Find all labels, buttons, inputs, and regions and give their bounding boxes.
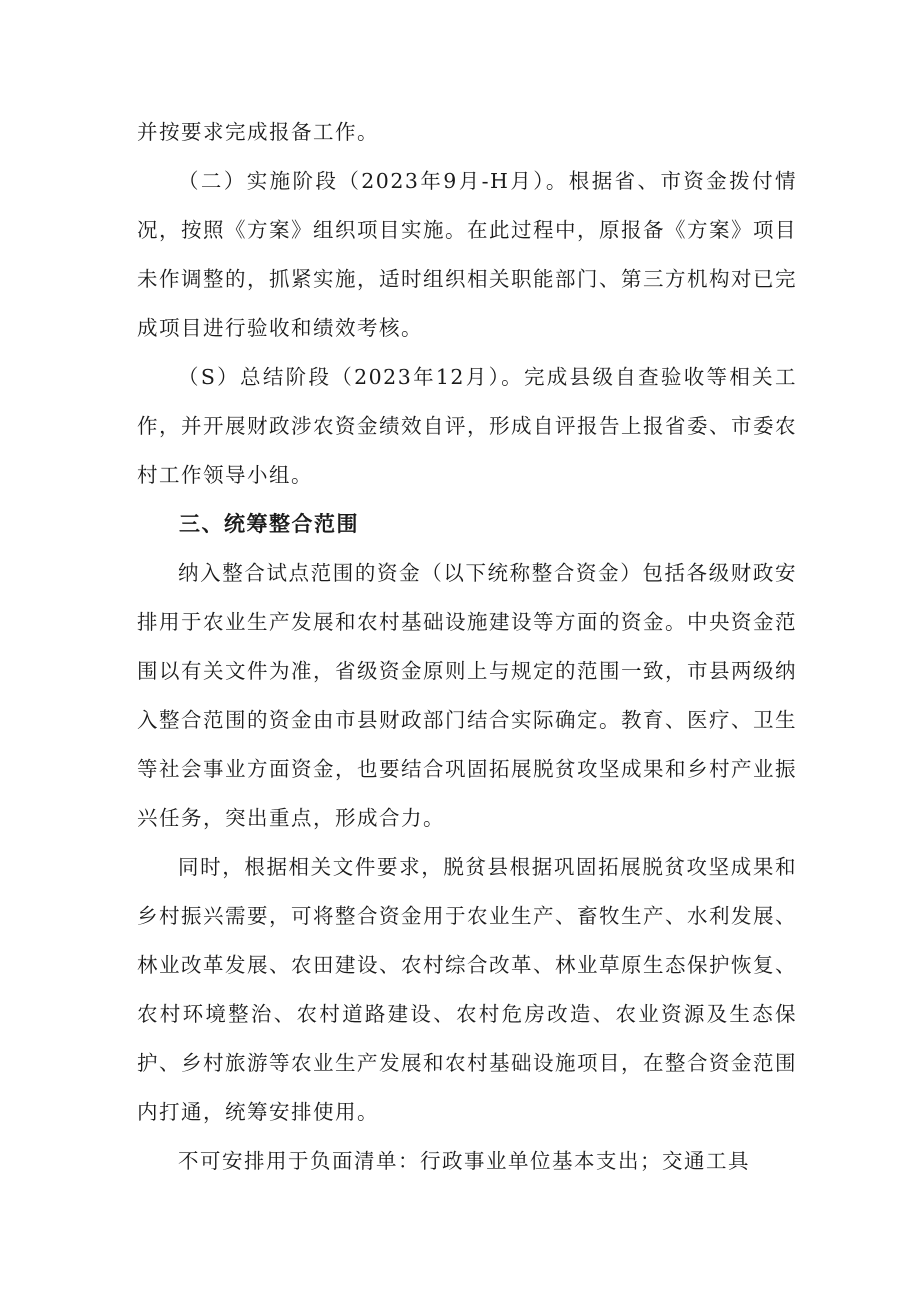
paragraph-negative-list: 不可安排用于负面清单：行政事业单位基本支出；交通工具 bbox=[178, 1149, 750, 1173]
paragraph-continuation: 并按要求完成报备工作。 bbox=[137, 120, 379, 144]
paragraph-integration-scope: 纳入整合试点范围的资金（以下统称整合资金）包括各级财政安排用于农业生产发展和农村基础设施建设等方面的资金。中央资金范围以有关文件为准，省级资金原则上与规定的范围一致，市县两级纳入整合范围的资金由市县财政部门结合实际确定。教育、医疗、卫生等社会事业方面资金，也要结合巩固拓展脱贫攻坚成果和乡村产业振兴任务，突出重点，形成合力。 bbox=[137, 561, 797, 830]
section-heading: 三、统筹整合范围 bbox=[179, 512, 359, 536]
paragraph-implementation-stage: （二）实施阶段（2023年9月-H月）。根据省、市资金拨付情况，按照《方案》组织项目实施。在此过程中，原报备《方案》项目未作调整的，抓紧实施，适时组织相关职能部门、第三方机构对已完成项目进行验收和绩效考核。 bbox=[137, 169, 797, 340]
paragraph-poverty-county-usage: 同时，根据相关文件要求，脱贫县根据巩固拓展脱贫攻坚成果和乡村振兴需要，可将整合资金用于农业生产、畜牧生产、水利发展、林业改革发展、农田建设、农村综合改革、林业草原生态保护恢复、农村环境整治、农村道路建设、农村危房改造、农业资源及生态保护、乡村旅游等农业生产发展和农村基础设施项目，在整合资金范围内打通，统筹安排使用。 bbox=[137, 855, 797, 1124]
document-body bbox=[137, 108, 797, 1186]
paragraph-summary-stage: （S）总结阶段（2023年12月）。完成县级自查验收等相关工作，并开展财政涉农资金绩效自评，形成自评报告上报省委、市委农村工作领导小组。 bbox=[137, 365, 797, 487]
